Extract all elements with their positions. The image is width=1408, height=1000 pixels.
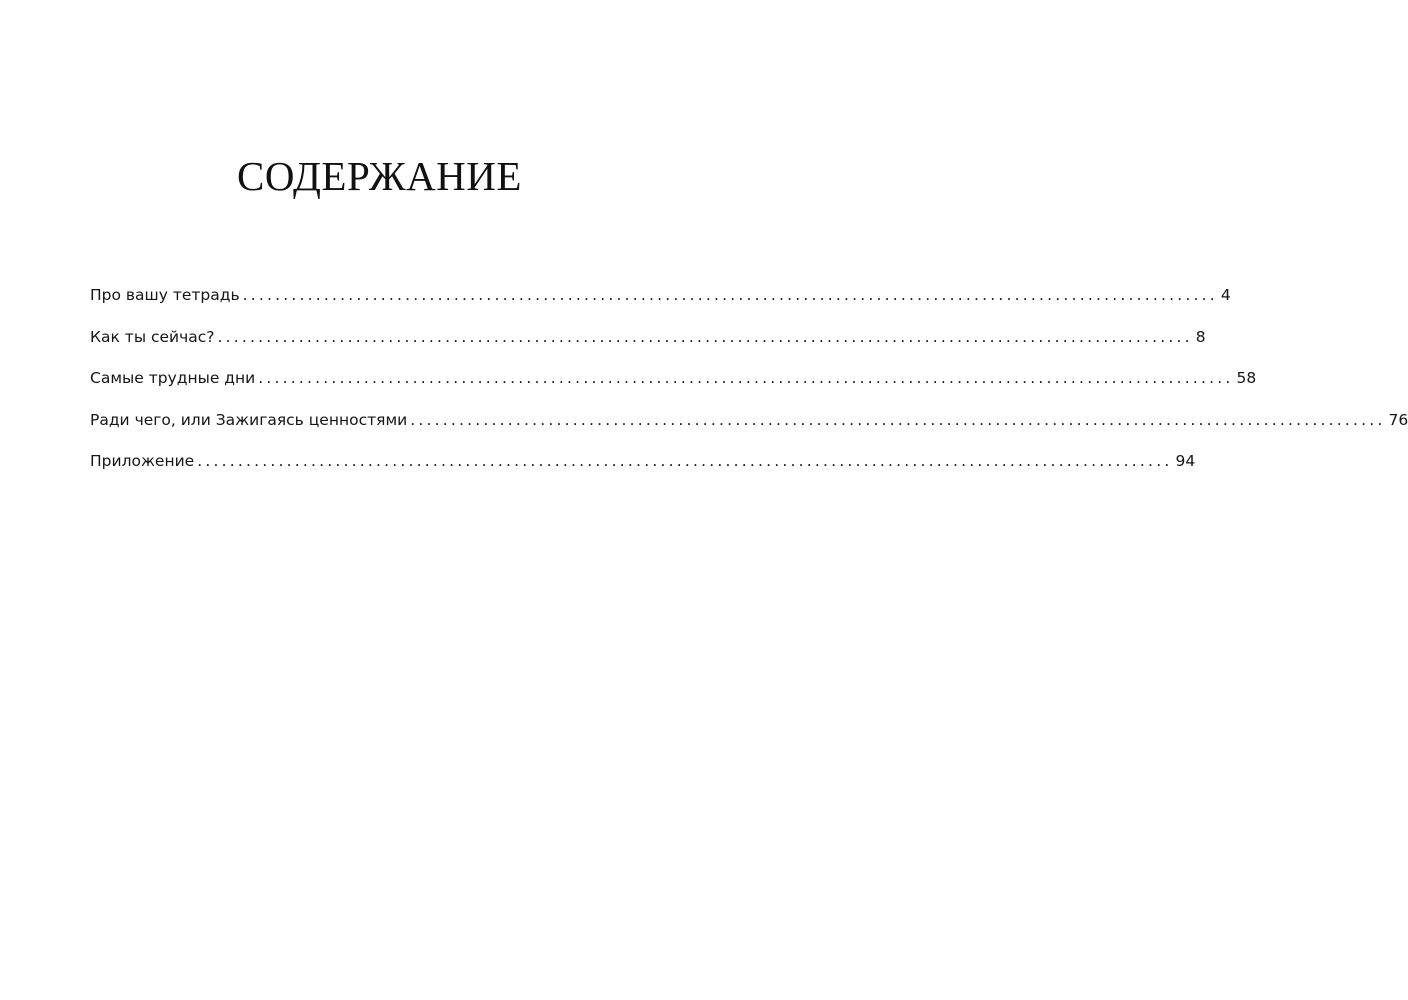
dot-leader: ........................................................................................................................ bbox=[410, 410, 1386, 429]
toc-entry[interactable] bbox=[90, 369, 1257, 411]
toc-entry-page: 94 bbox=[1175, 452, 1196, 470]
toc-entry[interactable] bbox=[90, 286, 1231, 328]
toc-entry-label: Про вашу тетрадь bbox=[90, 286, 240, 304]
toc-entry-page: 8 bbox=[1195, 327, 1206, 346]
dot-leader: ........................................................................................................................ bbox=[197, 452, 1173, 470]
toc-entry[interactable] bbox=[90, 452, 1196, 494]
dot-leader: ........................................................................................................................ bbox=[258, 369, 1234, 387]
toc-entry[interactable] bbox=[90, 410, 1408, 453]
table-of-contents bbox=[90, 286, 1408, 494]
page-title: СОДЕРЖАНИЕ bbox=[237, 153, 522, 199]
dot-leader: ........................................................................................................................ bbox=[242, 286, 1218, 304]
toc-entry-label: Приложение bbox=[90, 452, 195, 470]
toc-entry[interactable] bbox=[90, 327, 1206, 370]
dot-leader: ........................................................................................................................ bbox=[217, 327, 1193, 346]
toc-entry-page: 76 bbox=[1388, 410, 1408, 429]
toc-entry-label: Ради чего, или Зажигаясь ценностями bbox=[90, 410, 408, 429]
toc-entry-label: Самые трудные дни bbox=[90, 369, 256, 387]
toc-entry-page: 58 bbox=[1236, 369, 1257, 387]
toc-entry-label: Как ты сейчас? bbox=[90, 327, 215, 346]
toc-entry-page: 4 bbox=[1220, 286, 1231, 304]
